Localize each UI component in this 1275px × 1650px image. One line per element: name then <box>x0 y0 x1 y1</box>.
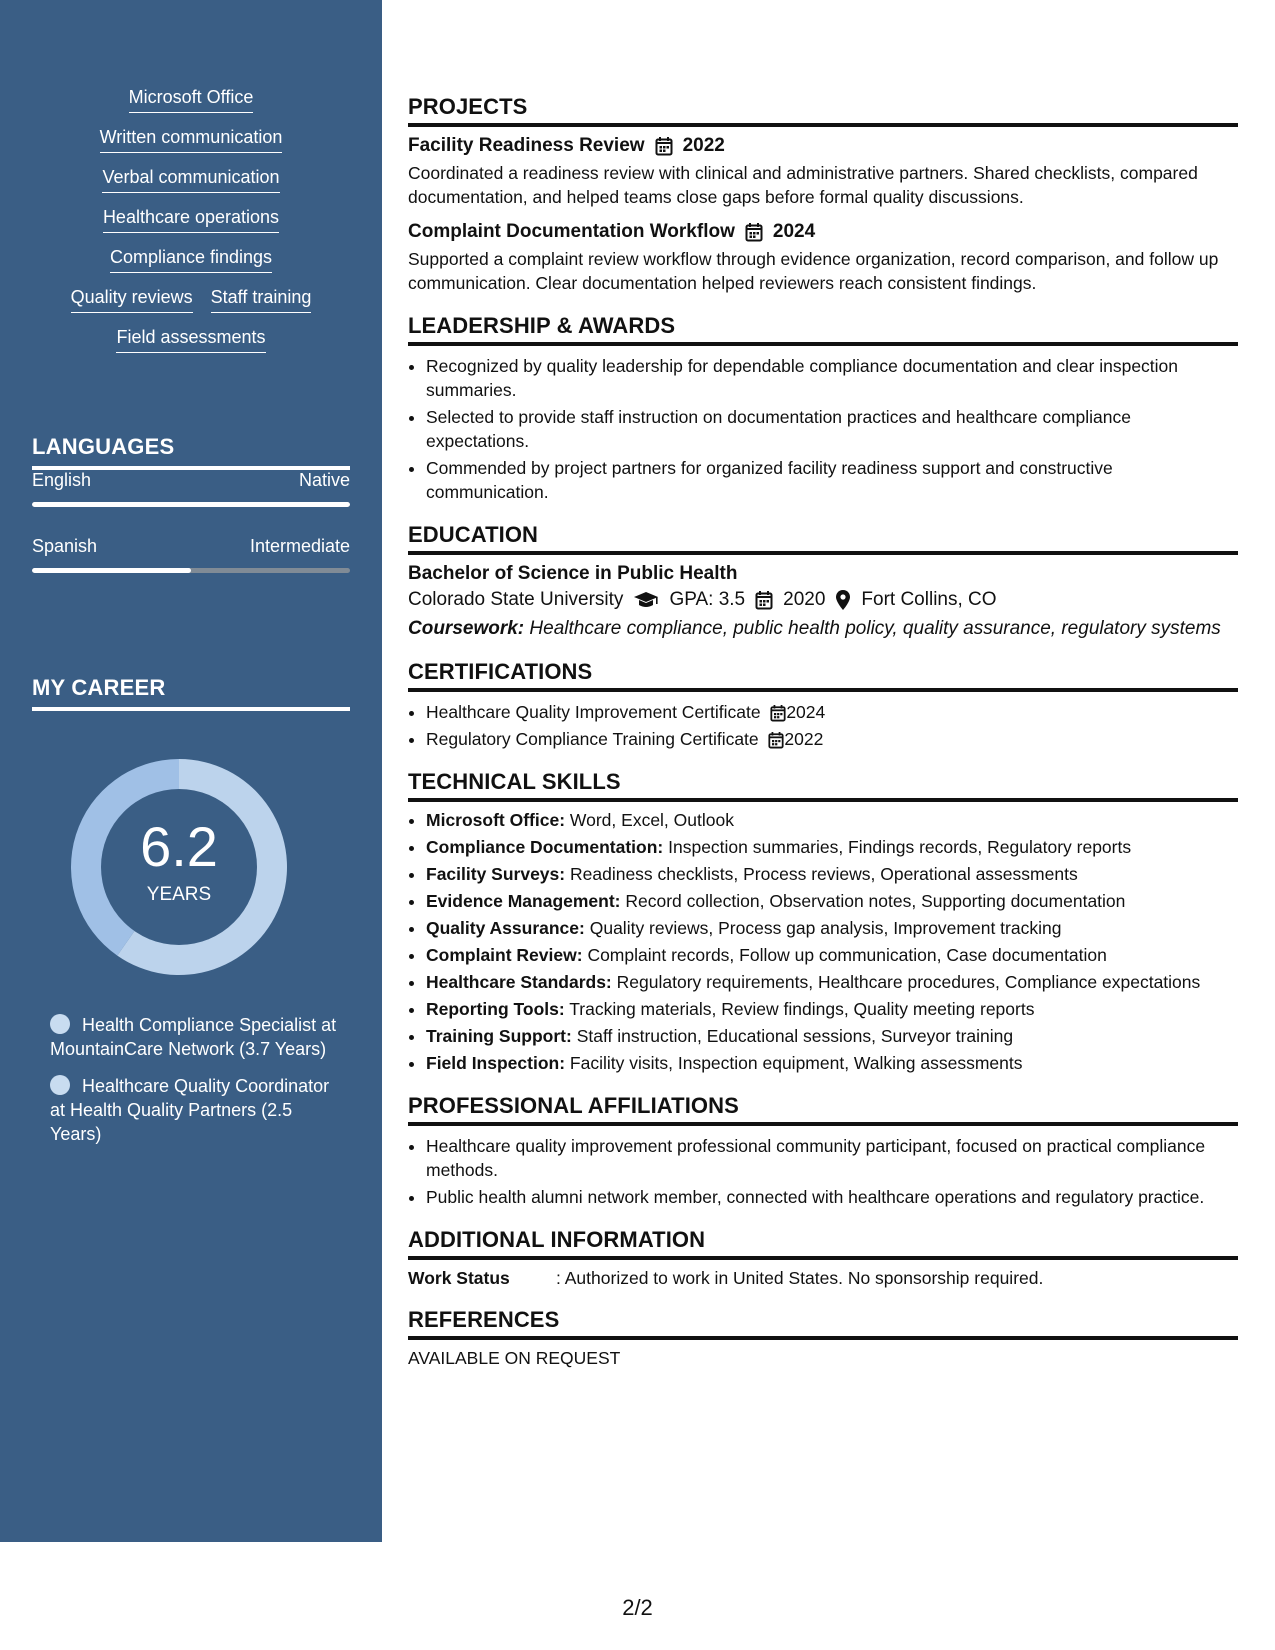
technical-skill-item <box>426 916 1238 940</box>
coursework-label: Coursework: <box>408 618 525 639</box>
technical-skill-item <box>426 835 1238 859</box>
certification-year: 2024 <box>786 702 826 722</box>
skill-values: Readiness checklists, Process reviews, Operational assessments <box>569 864 1078 884</box>
list-item: • Recognized by quality leadership for dependable compliance documentation and clear inspection summaries. <box>426 354 1238 402</box>
project-description: Supported a complaint review workflow through evidence organization, record comparison, and follow up communication. Clear documentation helped reviewers reach consistent findings. <box>408 249 1219 293</box>
legend-dot <box>50 1014 70 1034</box>
leadership-section <box>408 313 1238 504</box>
degree: Bachelor of Science in Public Health <box>408 563 738 584</box>
career-list <box>50 1013 340 1159</box>
references-heading: REFERENCES <box>408 1307 1238 1340</box>
certifications-heading: CERTIFICATIONS <box>408 659 1238 692</box>
work-status-value: : Authorized to work in United States. No sponsorship required. <box>556 1268 1044 1288</box>
language-item <box>32 536 350 573</box>
coursework-text: Healthcare compliance, public health policy, quality assurance, regulatory systems <box>529 618 1221 639</box>
skill-category: Microsoft Office: <box>426 810 566 830</box>
certification-item <box>426 700 1238 724</box>
leadership-heading: LEADERSHIP & AWARDS <box>408 313 1238 346</box>
technical-skill-item <box>426 970 1238 994</box>
calendar-icon <box>768 731 784 749</box>
language-proficiency-bar <box>32 568 350 573</box>
certification-name: Regulatory Compliance Training Certificate <box>426 729 759 749</box>
project-name: Facility Readiness Review <box>408 135 645 156</box>
graduation-year: 2020 <box>783 589 826 610</box>
project-title <box>408 135 1238 157</box>
technical-skills-heading: TECHNICAL SKILLS <box>408 769 1238 802</box>
certification-name: Healthcare Quality Improvement Certificate <box>426 702 761 722</box>
skill-category: Complaint Review: <box>426 945 583 965</box>
coursework <box>408 617 1238 641</box>
projects-heading: PROJECTS <box>408 94 1238 127</box>
skill-tag: Quality reviews <box>71 286 193 313</box>
language-name: English <box>32 470 92 490</box>
skill-values: Facility visits, Inspection equipment, Walking assessments <box>569 1053 1023 1073</box>
skill-values: Regulatory requirements, Healthcare procedures, Compliance expectations <box>616 972 1201 992</box>
skill-category: Compliance Documentation: <box>426 837 664 857</box>
list-item: • Healthcare quality improvement professional community participant, focused on practical compliance methods. <box>426 1134 1238 1182</box>
career-item-text: Healthcare Quality Coordinator at Health Quality Partners (2.5 Years) <box>50 1076 330 1144</box>
skill-category: Healthcare Standards: <box>426 972 612 992</box>
skill-values: Word, Excel, Outlook <box>569 810 734 830</box>
skill-row <box>20 86 362 113</box>
skill-tag: Staff training <box>211 286 312 313</box>
sidebar <box>0 0 382 1542</box>
skill-values: Record collection, Observation notes, Supporting documentation <box>625 891 1126 911</box>
language-proficiency-fill <box>32 502 350 507</box>
skill-tag: Field assessments <box>116 326 265 353</box>
language-proficiency-bar <box>32 502 350 507</box>
main-content <box>408 94 1238 1387</box>
skill-row <box>20 206 362 233</box>
career-item <box>50 1074 340 1146</box>
skill-values: Complaint records, Follow up communication, Case documentation <box>587 945 1107 965</box>
career-donut-chart <box>66 754 292 980</box>
technical-skill-item <box>426 808 1238 832</box>
career-item-text: Health Compliance Specialist at MountainCare Network (3.7 Years) <box>50 1015 337 1059</box>
affiliations-section <box>408 1093 1238 1209</box>
school: Colorado State University <box>408 589 624 610</box>
skill-category: Training Support: <box>426 1026 572 1046</box>
certification-item <box>426 727 1238 751</box>
affiliations-heading: PROFESSIONAL AFFILIATIONS <box>408 1093 1238 1126</box>
language-level: Native <box>298 470 350 490</box>
career-heading: MY CAREER <box>32 675 350 711</box>
skill-tag: Verbal communication <box>102 166 279 193</box>
gpa: GPA: 3.5 <box>669 589 746 610</box>
certifications-section <box>408 659 1238 751</box>
skill-row <box>20 326 362 353</box>
language-level: Intermediate <box>249 536 350 556</box>
skill-tag: Written communication <box>100 126 283 153</box>
language-item <box>32 470 350 507</box>
list-item: • Selected to provide staff instruction on documentation practices and healthcare compliance expectations. <box>426 405 1238 453</box>
calendar-icon <box>745 222 763 242</box>
additional-info-heading: ADDITIONAL INFORMATION <box>408 1227 1238 1260</box>
projects-section <box>408 94 1238 295</box>
technical-skill-item <box>426 1051 1238 1075</box>
skill-row <box>20 166 362 193</box>
project-name: Complaint Documentation Workflow <box>408 221 735 242</box>
location-pin-icon <box>835 589 851 611</box>
skill-category: Field Inspection: <box>426 1053 566 1073</box>
additional-info-section <box>408 1227 1238 1289</box>
career-total-unit: YEARS <box>146 884 212 905</box>
list-item: • Public health alumni network member, connected with healthcare operations and regulatory practice. <box>426 1185 1238 1209</box>
school-location: Fort Collins, CO <box>861 589 997 610</box>
calendar-icon <box>770 704 786 722</box>
references-section <box>408 1307 1238 1369</box>
legend-dot <box>50 1075 70 1095</box>
career-item <box>50 1013 340 1061</box>
skill-tag: Microsoft Office <box>129 86 254 113</box>
skill-tag: Compliance findings <box>110 246 272 273</box>
languages-heading: LANGUAGES <box>32 434 350 470</box>
technical-skill-item <box>426 889 1238 913</box>
skill-category: Reporting Tools: <box>426 999 565 1019</box>
career-total-value: 6.2 <box>140 815 218 878</box>
project-year: 2024 <box>772 221 816 242</box>
skill-values: Quality reviews, Process gap analysis, Improvement tracking <box>589 918 1062 938</box>
education-section <box>408 522 1238 641</box>
page-number: 2/2 <box>622 1595 653 1620</box>
project-description: Coordinated a readiness review with clinical and administrative partners. Shared checklists, compared documentation, and helped teams close gaps before formal quality discussions. <box>408 163 1198 207</box>
calendar-icon <box>655 136 673 156</box>
skill-tag: Healthcare operations <box>103 206 279 233</box>
list-item: • Commended by project partners for organized facility readiness support and constructive communication. <box>426 456 1238 504</box>
technical-skill-item <box>426 1024 1238 1048</box>
skill-row <box>20 126 362 153</box>
references-text: AVAILABLE ON REQUEST <box>408 1348 621 1368</box>
project-title <box>408 221 1238 243</box>
skill-category: Facility Surveys: <box>426 864 566 884</box>
language-proficiency-fill <box>32 568 191 573</box>
skill-row <box>20 286 362 313</box>
skill-values: Staff instruction, Educational sessions, Surveyor training <box>576 1026 1014 1046</box>
calendar-icon <box>755 590 773 610</box>
skills-list <box>20 86 362 366</box>
technical-skill-item <box>426 862 1238 886</box>
skill-values: Inspection summaries, Findings records, Regulatory reports <box>668 837 1132 857</box>
language-name: Spanish <box>32 536 98 556</box>
skill-values: Tracking materials, Review findings, Quality meeting reports <box>569 999 1035 1019</box>
project-year: 2022 <box>682 135 725 156</box>
work-status-label: Work Status <box>408 1268 510 1288</box>
technical-skill-item <box>426 997 1238 1021</box>
skill-row <box>20 246 362 273</box>
graduation-cap-icon <box>633 591 659 609</box>
certification-year: 2022 <box>784 729 824 749</box>
technical-skills-section <box>408 769 1238 1075</box>
education-heading: EDUCATION <box>408 522 1238 555</box>
technical-skill-item <box>426 943 1238 967</box>
skill-category: Evidence Management: <box>426 891 621 911</box>
skill-category: Quality Assurance: <box>426 918 585 938</box>
